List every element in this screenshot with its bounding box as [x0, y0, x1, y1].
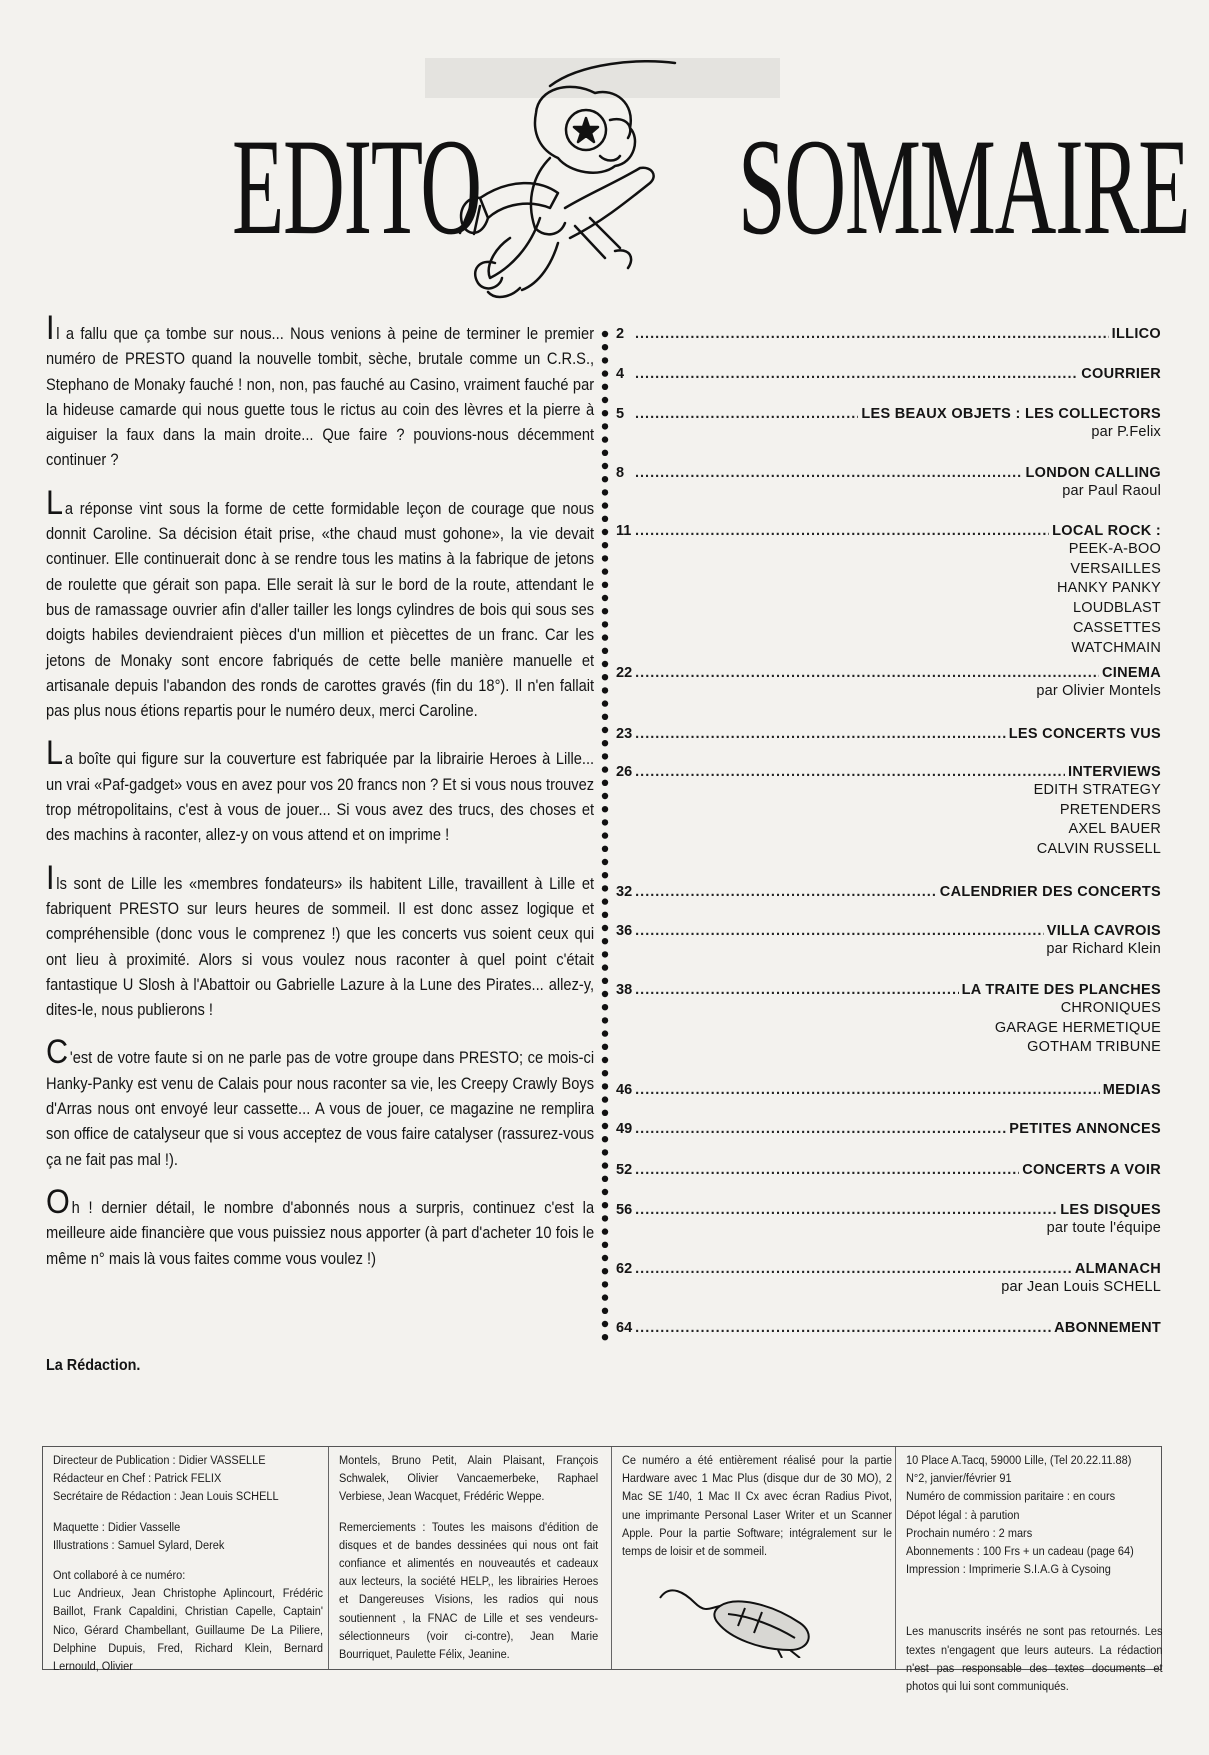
toc-title: PETITES ANNONCES — [1009, 1121, 1161, 1137]
toc-subitem: WATCHMAIN — [1071, 639, 1161, 656]
toc-line — [616, 522, 1161, 540]
paragraph-text: a boîte qui figure sur la couverture est fabriquée par la librairie Heroes à Lille... un vrai «Paf-gadget» vous en avez pour vos 20 francs non ? Et si vous nous trouvez trop métropolitains, c'est à vous de jouer... Si vous avez des trucs, des choses et des machins à raconter, allez-y on vous attend et on imprime ! — [46, 750, 595, 845]
separator-dot — [602, 1334, 608, 1340]
edito-paragraph — [46, 483, 595, 725]
separator-dot — [602, 1004, 608, 1010]
separator-dot — [602, 344, 608, 350]
toc-page-number: 8 — [616, 465, 625, 481]
toc-subitem: par P.Felix — [1091, 424, 1161, 440]
toc-title: CALENDRIER DES CONCERTS — [939, 884, 1161, 900]
toc-entry — [616, 763, 1161, 860]
toc-entry — [616, 1260, 1161, 1298]
separator-dot — [602, 648, 608, 654]
toc-line — [616, 405, 1161, 423]
separator-dot — [602, 885, 608, 891]
separator-dot — [602, 1044, 608, 1050]
toc-page-number: 11 — [616, 523, 632, 539]
editorial-column — [46, 309, 595, 1291]
separator-dot — [602, 450, 608, 456]
toc-subitem: GOTHAM TRIBUNE — [1027, 1039, 1161, 1056]
toc-leader-dots — [635, 405, 858, 423]
separator-dot — [602, 859, 608, 865]
toc-subitem: CALVIN RUSSELL — [1036, 841, 1161, 858]
separator-dot — [602, 925, 608, 931]
toc-entry — [616, 981, 1161, 1058]
separator-dot — [602, 740, 608, 746]
table-of-contents — [616, 0, 1161, 1400]
toc-line — [616, 763, 1161, 781]
separator-dot — [602, 978, 608, 984]
edito-paragraph — [46, 858, 595, 1024]
toc-entry — [616, 1161, 1161, 1179]
separator-dot — [602, 1017, 608, 1023]
separator-dot — [602, 1321, 608, 1327]
credits-box — [42, 1446, 1163, 1694]
separator-dot — [602, 1228, 608, 1234]
paragraph-text: l a fallu que ça tombe sur nous... Nous venions à peine de terminer le premier numéro de PRESTO quand la nouvelle tombit, sèche, brutale comme un C.R.S., Stephano de Monaky fauché ! non, non, pas fauché au Casino, vraiment fauché par la hideuse camarde qui nous guette tous le rictus au coin des lèvres et la pierre à aiguiser la faux dans la main droite... Que faire ? pouvions-nous décemment continuer ? — [46, 325, 595, 470]
separator-dot — [602, 1162, 608, 1168]
separator-dot — [602, 766, 608, 772]
separator-dot — [602, 1189, 608, 1195]
separator-dot — [602, 1308, 608, 1314]
credits-column-4 — [895, 1447, 1168, 1694]
toc-subitem: VERSAILLES — [1070, 560, 1161, 577]
toc-subitem: GARAGE HERMETIQUE — [994, 1019, 1161, 1036]
credit-abonnements: Abonnements : 100 Frs + un cadeau (page 64) — [906, 1544, 1134, 1559]
separator-dot — [602, 872, 608, 878]
separator-dot — [602, 582, 608, 588]
separator-dot — [602, 357, 608, 363]
toc-leader-dots — [635, 522, 1049, 540]
toc-page-number: 26 — [616, 764, 633, 780]
toc-page-number: 49 — [616, 1121, 633, 1137]
toc-page-number: 56 — [616, 1202, 633, 1218]
separator-dot — [602, 1202, 608, 1208]
toc-page-number: 46 — [616, 1082, 633, 1098]
separator-dot — [602, 516, 608, 522]
separator-dot — [602, 1070, 608, 1076]
toc-page-number: 36 — [616, 923, 633, 939]
separator-dot — [602, 568, 608, 574]
toc-subitem: CASSETTES — [1072, 619, 1161, 636]
separator-dot — [602, 1030, 608, 1036]
toc-subitem: par Olivier Montels — [1036, 683, 1161, 699]
credit-remerciements: Remerciements : Toutes les maisons d'édition de disques et de bandes dessinées qui nous ont fait confiance et alimentés en nouveautés et cadeaux aux lecteurs, la société HELP,, les librairies Heroes et Dangereuses Visions, les radios qui nous soutiennent , la FNAC de Lille et ses vendeurs-sélectionneurs (voir ci-contre), Jean Marie Bourriquet, Paulette Félix, Jeanine. — [339, 1519, 599, 1662]
separator-dot — [602, 753, 608, 759]
toc-leader-dots — [635, 883, 937, 901]
toc-page-number: 2 — [616, 326, 625, 342]
toc-line — [616, 664, 1161, 682]
separator-dot — [602, 832, 608, 838]
credit-secretaire: Secrétaire de Rédaction : Jean Louis SCHELL — [53, 1489, 279, 1504]
separator-dot — [602, 991, 608, 997]
toc-page-number: 4 — [616, 366, 625, 382]
separator-dot — [602, 793, 608, 799]
toc-subitem: HANKY PANKY — [1056, 580, 1161, 597]
toc-line — [616, 464, 1161, 482]
paragraph-text: a réponse vint sous la forme de cette formidable leçon de courage que nous donnit Caroline. Sa décision était prise, «the chaud must gohone», la vie devait continuer. Elle continuerait donc à se rendre tous les matins à la fabrique de jetons de roulette que gérait son papa. Elle serait là sur le bord de la route, attendant le bus de ramassage ouvrier afin d'aller tailler les longs cylindres de bois qui sous ses doigts habiles deviendraient pièces d'un million et piècettes de un franc. Car les jetons de Monaky sont encore fabriqués de cette belle manière manuelle et artisanale depuis l'abandon des ronds de carottes gravés (fin du 18°). Il n'en fallait pas plus nous étions repartis pour le numéro deux, merci Caroline. — [46, 499, 595, 721]
toc-subitem: PEEK-A-BOO — [1068, 541, 1161, 557]
toc-title: CINEMA — [1102, 665, 1161, 681]
toc-leader-dots — [635, 1260, 1072, 1278]
separator-dot — [602, 463, 608, 469]
credits-column-1 — [53, 1447, 323, 1674]
toc-entry — [616, 1319, 1161, 1337]
toc-entry — [616, 405, 1161, 443]
edito-paragraph — [46, 734, 595, 848]
toc-line — [616, 325, 1161, 343]
toc-page-number: 22 — [616, 665, 633, 681]
toc-leader-dots — [635, 1161, 1019, 1179]
toc-subitem: LOUDBLAST — [1072, 600, 1161, 617]
drop-cap: C — [46, 1033, 69, 1072]
separator-dot — [602, 621, 608, 627]
toc-leader-dots — [635, 763, 1065, 781]
toc-leader-dots — [635, 365, 1078, 383]
drop-cap: I — [46, 309, 55, 347]
credit-prochain: Prochain numéro : 2 mars — [906, 1525, 1033, 1540]
toc-entry — [616, 883, 1161, 901]
toc-subitem: par Richard Klein — [1046, 941, 1161, 957]
separator-dot — [602, 384, 608, 390]
toc-page-number: 62 — [616, 1261, 633, 1277]
toc-entry — [616, 325, 1161, 343]
toc-title: INTERVIEWS — [1068, 764, 1161, 780]
separator-dot — [602, 1215, 608, 1221]
toc-leader-dots — [635, 1201, 1057, 1219]
separator-dot — [602, 1294, 608, 1300]
credit-directeur: Directeur de Publication : Didier VASSELLE — [53, 1453, 266, 1467]
toc-title: CONCERTS A VOIR — [1022, 1162, 1161, 1178]
separator-dot — [602, 410, 608, 416]
computer-mouse-illustration — [650, 1578, 820, 1658]
separator-dot — [602, 938, 608, 944]
separator-dot — [602, 1096, 608, 1102]
separator-dot — [602, 397, 608, 403]
toc-title: ILLICO — [1111, 326, 1161, 342]
toc-line — [616, 883, 1161, 901]
toc-title: LA TRAITE DES PLANCHES — [961, 982, 1161, 998]
separator-dot — [602, 1176, 608, 1182]
toc-subitem: EDITH STRATEGY — [1033, 782, 1161, 798]
separator-dot — [602, 555, 608, 561]
toc-line — [616, 1120, 1161, 1138]
toc-entry — [616, 464, 1161, 502]
toc-entry — [616, 1120, 1161, 1138]
toc-line — [616, 1201, 1161, 1219]
separator-dot — [602, 687, 608, 693]
separator-dot — [602, 476, 608, 482]
credit-commission: Numéro de commission paritaire : en cours — [906, 1489, 1116, 1504]
toc-entry — [616, 522, 1161, 658]
separator-dot — [602, 595, 608, 601]
separator-dot — [602, 502, 608, 508]
separator-dot — [602, 898, 608, 904]
credit-maquette: Maquette : Didier Vasselle — [53, 1519, 181, 1534]
separator-dot — [602, 951, 608, 957]
toc-line — [616, 725, 1161, 743]
credit-illustrations: Illustrations : Samuel Sylard, Derek — [53, 1537, 225, 1552]
signature: La Rédaction. — [46, 1357, 141, 1374]
separator-dot — [602, 1268, 608, 1274]
credit-impression: Impression : Imprimerie S.I.A.G à Cysoing — [906, 1562, 1111, 1577]
edito-title: EDITO — [232, 110, 481, 263]
separator-dot — [602, 608, 608, 614]
separator-dot — [602, 806, 608, 812]
separator-dot — [602, 423, 608, 429]
sommaire-title: SOMMAIRE — [738, 110, 1190, 263]
separator-dot — [602, 529, 608, 535]
edito-paragraph — [46, 1033, 595, 1172]
credit-issue: N°2, janvier/février 91 — [906, 1471, 1012, 1486]
dotted-separator — [599, 330, 611, 1342]
toc-page-number: 52 — [616, 1162, 633, 1178]
toc-leader-dots — [635, 725, 1006, 743]
separator-dot — [602, 700, 608, 706]
toc-title: ALMANACH — [1074, 1261, 1161, 1277]
paragraph-text: 'est de votre faute si on ne parle pas de votre groupe dans PRESTO; ce mois-ci Hanky-Panky est venu de Calais pour nous raconter sa vie, les Creepy Crawly Boys d'Arras nous ont envoyé leur cassette... A vous de jouer, ce magazine ne remplira son office de catalyseur que si vous acceptez de vous faire catalyser (rassurez-vous ça ne fait pas mal !). — [46, 1049, 595, 1169]
drop-cap: O — [46, 1182, 70, 1221]
separator-dot — [602, 1083, 608, 1089]
toc-leader-dots — [635, 1081, 1100, 1099]
toc-subitem: par Paul Raoul — [1062, 483, 1161, 499]
toc-subitem: PRETENDERS — [1059, 801, 1161, 818]
toc-title: MEDIAS — [1102, 1082, 1161, 1098]
toc-title: LES BEAUX OBJETS : LES COLLECTORS — [861, 406, 1161, 422]
credit-collabore-label: Ont collaboré à ce numéro: — [53, 1568, 186, 1583]
separator-dot — [602, 1281, 608, 1287]
toc-entry — [616, 1201, 1161, 1239]
toc-page-number: 32 — [616, 884, 633, 900]
separator-dot — [602, 1110, 608, 1116]
toc-subitem: CHRONIQUES — [1060, 1000, 1161, 1016]
toc-page-number: 5 — [616, 406, 625, 422]
toc-line — [616, 1081, 1161, 1099]
toc-entry — [616, 1081, 1161, 1099]
toc-title: LES DISQUES — [1060, 1202, 1161, 1218]
credit-notice: Les manuscrits insérés ne sont pas retournés. Les textes n'engagent que leurs auteurs. La rédaction n'est pas responsable des textes documents et photos qui lui sont communiqués. — [906, 1624, 1163, 1694]
toc-leader-dots — [635, 981, 958, 999]
toc-title: VILLA CAVROIS — [1046, 923, 1161, 939]
toc-entry — [616, 365, 1161, 383]
separator-dot — [602, 634, 608, 640]
separator-dot — [602, 1136, 608, 1142]
toc-line — [616, 981, 1161, 999]
separator-dot — [602, 331, 608, 337]
toc-leader-dots — [635, 664, 1099, 682]
separator-dot — [602, 436, 608, 442]
toc-line — [616, 365, 1161, 383]
separator-dot — [602, 1255, 608, 1261]
drop-cap: I — [46, 858, 55, 897]
toc-leader-dots — [635, 1319, 1051, 1337]
separator-dot — [602, 661, 608, 667]
toc-title: LONDON CALLING — [1025, 465, 1161, 481]
credit-depot: Dépot légal : à parution — [906, 1507, 1020, 1522]
separator-dot — [602, 1057, 608, 1063]
separator-dot — [602, 727, 608, 733]
toc-title: ABONNEMENT — [1054, 1320, 1161, 1336]
separator-dot — [602, 780, 608, 786]
credit-names-continued: Montels, Bruno Petit, Alain Plaisant, François Schwalek, Olivier Vancaemerbeke, Raphael Verbiese, Jean Wacquet, Frédéric Weppe. — [339, 1453, 599, 1504]
separator-dot — [602, 674, 608, 680]
separator-dot — [602, 819, 608, 825]
toc-leader-dots — [635, 922, 1044, 940]
toc-leader-dots — [635, 325, 1109, 343]
separator-dot — [602, 1242, 608, 1248]
separator-dot — [602, 370, 608, 376]
toc-subitem: par Jean Louis SCHELL — [1001, 1279, 1161, 1295]
toc-entry — [616, 922, 1161, 960]
edito-paragraph — [46, 309, 595, 474]
separator-dot — [602, 1149, 608, 1155]
credits-column-2 — [328, 1447, 599, 1669]
paragraph-text: h ! dernier détail, le nombre d'abonnés nous a surpris, continuez c'est la meilleure aide financière que vous puissiez nous apporter (à part d'acheter 10 fois le même n° mais là vous faites comme vous voulez !) — [46, 1198, 595, 1268]
toc-leader-dots — [635, 1120, 1006, 1138]
toc-subitem: par toute l'équipe — [1046, 1220, 1161, 1236]
drop-cap: L — [46, 734, 64, 773]
toc-line — [616, 922, 1161, 940]
separator-dot — [602, 846, 608, 852]
toc-entry — [616, 725, 1161, 743]
toc-leader-dots — [635, 464, 1023, 482]
separator-dot — [602, 542, 608, 548]
toc-title: COURRIER — [1081, 366, 1161, 382]
toc-page-number: 38 — [616, 982, 633, 998]
separator-dot — [602, 714, 608, 720]
toc-page-number: 64 — [616, 1320, 633, 1336]
credit-collabore-names: Luc Andrieux, Jean Christophe Aplincourt, Frédéric Baillot, Frank Capaldini, Christian Capelle, Captain' Nico, Gérard Chambellant, Guillaume De La Piliere, Delphine Dupuis, Fred, Richard Klein, Bernard Lernould, Olivier — [53, 1586, 323, 1674]
drop-cap: L — [46, 483, 64, 522]
credit-realisation: Ce numéro a été entièrement réalisé pour la partie Hardware avec 1 Mac Plus (disque dur de 30 MO), 2 Mac SE 1/40, 1 Mac II Cx avec écran Radius Pivot, une imprimante Personal Laser Writer et un Scanner Apple. Pour la partie Software; intégralement sur le temps de loisir et de sommeil. — [622, 1453, 892, 1559]
paragraph-text: ls sont de Lille les «membres fondateurs» ils habitent Lille, travaillent à Lille et fabriquent PRESTO sur leurs heures de sommeil. Il est donc assez logique et compréhensible (donc vous le comprenez !) que les concerts vus soient ceux qui ont lieu à proximité. Alors si vous voulez nous raconter à quel point c'était fantastique U Slosh à l'Abattoir ou Gabrielle Lazure à la Lune des Pirates... allez-y, dites-le, nous publierons ! — [46, 874, 595, 1020]
separator-dot — [602, 964, 608, 970]
toc-line — [616, 1260, 1161, 1278]
separator-dot — [602, 489, 608, 495]
toc-title: LOCAL ROCK : — [1052, 523, 1161, 539]
toc-title: LES CONCERTS VUS — [1008, 726, 1161, 742]
credit-address: 10 Place A.Tacq, 59000 Lille, (Tel 20.22.11.88) — [906, 1453, 1132, 1467]
credit-redacteur: Rédacteur en Chef : Patrick FELIX — [53, 1471, 222, 1486]
edito-paragraph — [46, 1182, 595, 1272]
separator-dot — [602, 912, 608, 918]
toc-page-number: 23 — [616, 726, 633, 742]
separator-dot — [602, 1123, 608, 1129]
toc-entry — [616, 664, 1161, 702]
toc-line — [616, 1161, 1161, 1179]
toc-subitem: AXEL BAUER — [1068, 821, 1161, 838]
toc-line — [616, 1319, 1161, 1337]
